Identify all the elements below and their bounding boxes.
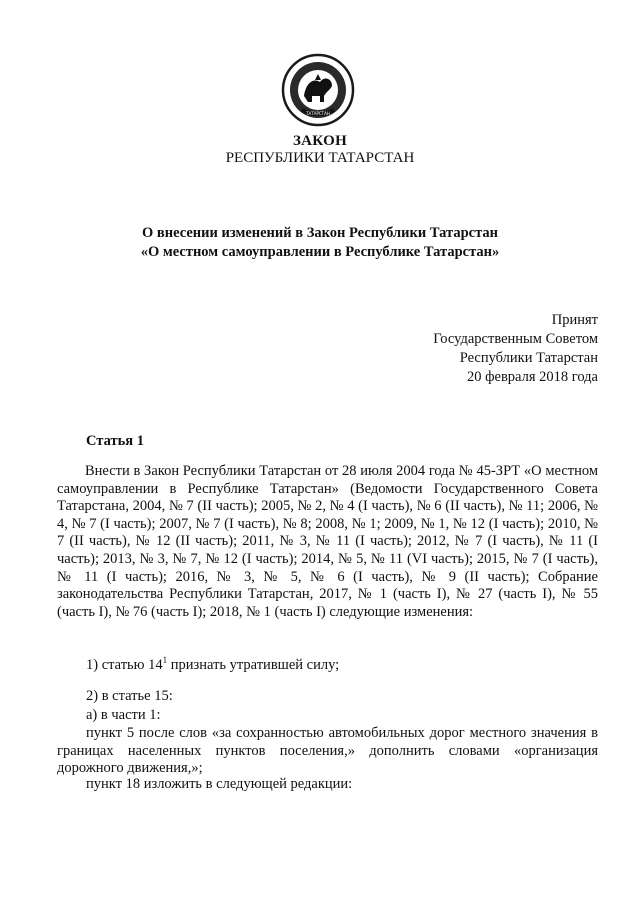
item-1-suffix: признать утратившей силу; [167,656,340,673]
law-title-jurisdiction: РЕСПУБЛИКИ ТАТАРСТАН [225,150,415,166]
coat-of-arms-icon [280,52,356,128]
point-5-paragraph: пункт 5 после слов «за сохранностью автомобильных дорог местного значения в границах населенных пунктов поселения,» дополнить словами «организация дорожного движения,»; [57,725,598,777]
adoption-block [433,311,598,387]
point-18-line: пункт 18 изложить в следующей редакции: [86,776,353,792]
law-subject-line1: О внесении изменений в Закон Республики Татарстан [142,225,498,241]
adoption-date: 20 февраля 2018 года [466,369,598,385]
adoption-line2: Государственным Советом [433,331,598,347]
law-subject-line2: «О местном самоуправлении в Республике Татарстан» [140,244,500,260]
article-intro-paragraph: Внести в Закон Республики Татарстан от 28 июля 2004 года № 45-ЗРТ «О местном самоуправлении в Республике Татарстан» (Ведомости Государственного Совета Татарстана, 2004, № 7 (II часть); 2005, № 2, № 4 (I часть), № 6 (II часть), № 11; 2006, № 4, № 7 (I часть); 2007, № 7 (I часть), № 8; 2008, № 1; 2009, № 1, № 12 (I часть); 2010, № 7 (II часть), № 12 (II часть); 2011, № 3, № 11 (I часть); 2012, № 7 (I часть), № 11 (I часть); 2013, № 3, № 7, № 12 (I часть); 2014, № 5, № 11 (VI часть); 2015, № 7 (I часть), № 11 (I часть); 2016, № 3, № 5, № 6 (I часть), № 9 (II часть); Собрание законодательства Республики Татарстан, 2017, № 1 (часть I), № 27 (часть I), № 55 (часть I), № 76 (часть I); 2018, № 1 (часть I) следующие изменения: [57,463,598,620]
item-2: 2) в статье 15: [86,688,173,704]
law-title: ЗАКОН [292,133,348,149]
item-1-superscript: 1 [162,655,168,665]
adoption-line3: Республики Татарстан [459,350,598,366]
item-1 [86,655,339,674]
item-2a: а) в части 1: [86,707,161,723]
item-1-prefix: 1) статью 14 [86,656,163,673]
emblem-ribbon-text: ТАТАРСТАН [306,111,330,116]
article-heading: Статья 1 [86,433,144,449]
adoption-line1: Принят [551,312,598,328]
